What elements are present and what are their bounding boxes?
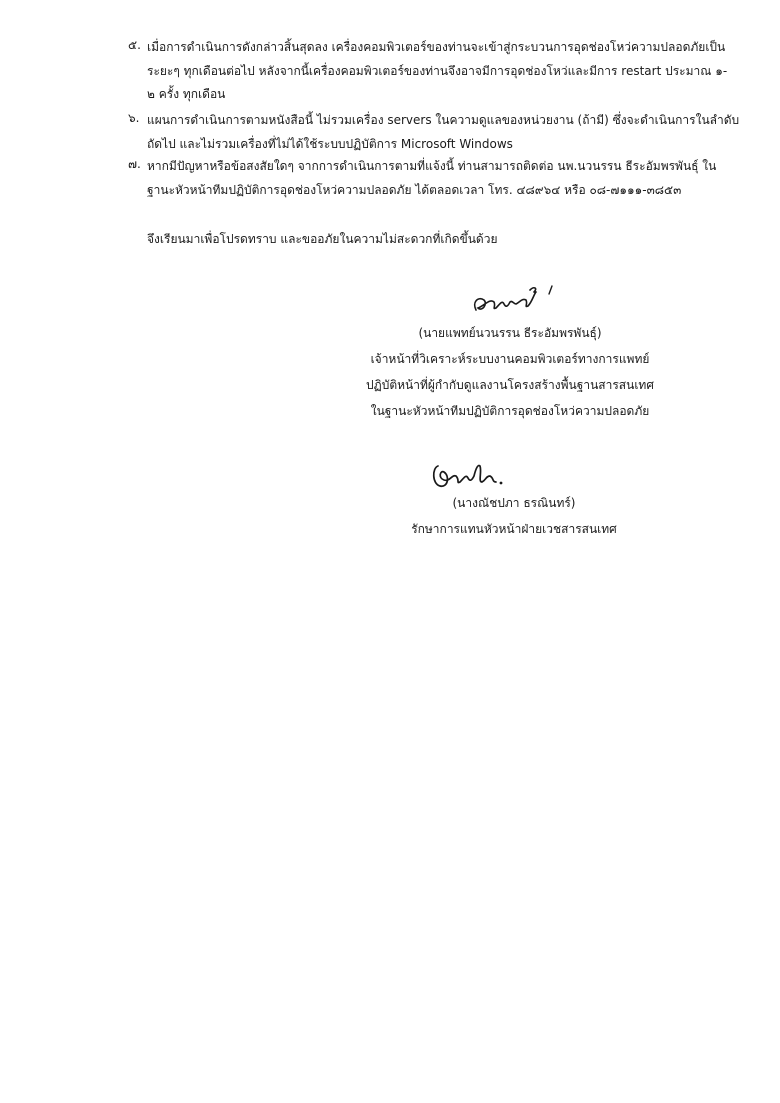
signatory-position: รักษาการแทนหัวหน้าฝ่ายเวชสารสนเทศ xyxy=(411,522,617,536)
item-line: ฐานะหัวหน้าทีมปฏิบัติการอุดช่องโหว่ความปลอดภัย ได้ตลอดเวลา โทร. ๔๘๙๖๔ หรือ ๐๘-๗๑๑๑-๓๘๕๓ xyxy=(147,182,682,197)
item-line: ๒ ครั้ง ทุกเดือน xyxy=(147,87,226,101)
signature-2-image xyxy=(428,458,518,492)
item-number: ๖. xyxy=(128,111,140,125)
signatory-1 xyxy=(360,320,660,424)
signatory-position: ปฏิบัติหน้าที่ผู้กำกับดูแลงานโครงสร้างพื้นฐานสารสนเทศ xyxy=(366,378,654,392)
list-item-6 xyxy=(128,109,740,156)
item-number: ๗. xyxy=(128,157,141,171)
item-line: แผนการดำเนินการตามหนังสือนี้ ไม่รวมเครื่อง servers ในความดูแลของหน่วยงาน (ถ้ามี) ซึ่งจะดำเนินการในลำดับ xyxy=(147,113,740,127)
item-text xyxy=(147,109,740,156)
signatory-2 xyxy=(374,490,654,542)
signatory-name: (นายแพทย์นวนรรน ธีระอัมพรพันธุ์) xyxy=(418,326,602,340)
signatory-position: ในฐานะหัวหน้าทีมปฏิบัติการอุดช่องโหว่ความปลอดภัย xyxy=(370,404,650,418)
list-item-5 xyxy=(128,36,728,107)
item-line: เมื่อการดำเนินการดังกล่าวสิ้นสุดลง เครื่องคอมพิวเตอร์ของท่านจะเข้าสู่กระบวนการอุดช่องโหว่ความปลอดภัยเป็น xyxy=(147,40,726,54)
item-line: หากมีปัญหาหรือข้อสงสัยใดๆ จากการดำเนินการตามที่แจ้งนี้ ท่านสามารถติดต่อ นพ.นวนรรน ธีระอัมพรพันธุ์ ใน xyxy=(147,159,717,173)
item-line: ระยะๆ ทุกเดือนต่อไป หลังจากนี้เครื่องคอมพิวเตอร์ของท่านจึงอาจมีการอุดช่องโหว่และมีการ restart ประมาณ ๑- xyxy=(147,63,728,78)
item-text xyxy=(147,36,728,107)
item-text xyxy=(147,155,717,202)
signatory-name: (นางณัชปภา ธรณินทร์) xyxy=(452,496,576,510)
signatory-position: เจ้าหน้าที่วิเคราะห์ระบบงานคอมพิวเตอร์ทางการแพทย์ xyxy=(370,352,650,366)
list-item-7 xyxy=(128,155,717,202)
item-number: ๕. xyxy=(128,38,141,52)
closing-sentence: จึงเรียนมาเพื่อโปรดทราบ และขออภัยในความไม่สะดวกที่เกิดขึ้นด้วย xyxy=(147,232,498,246)
item-line: ถัดไป และไม่รวมเครื่องที่ไม่ได้ใช้ระบบปฏิบัติการ Microsoft Windows xyxy=(147,136,513,151)
signature-1-image xyxy=(470,280,580,320)
